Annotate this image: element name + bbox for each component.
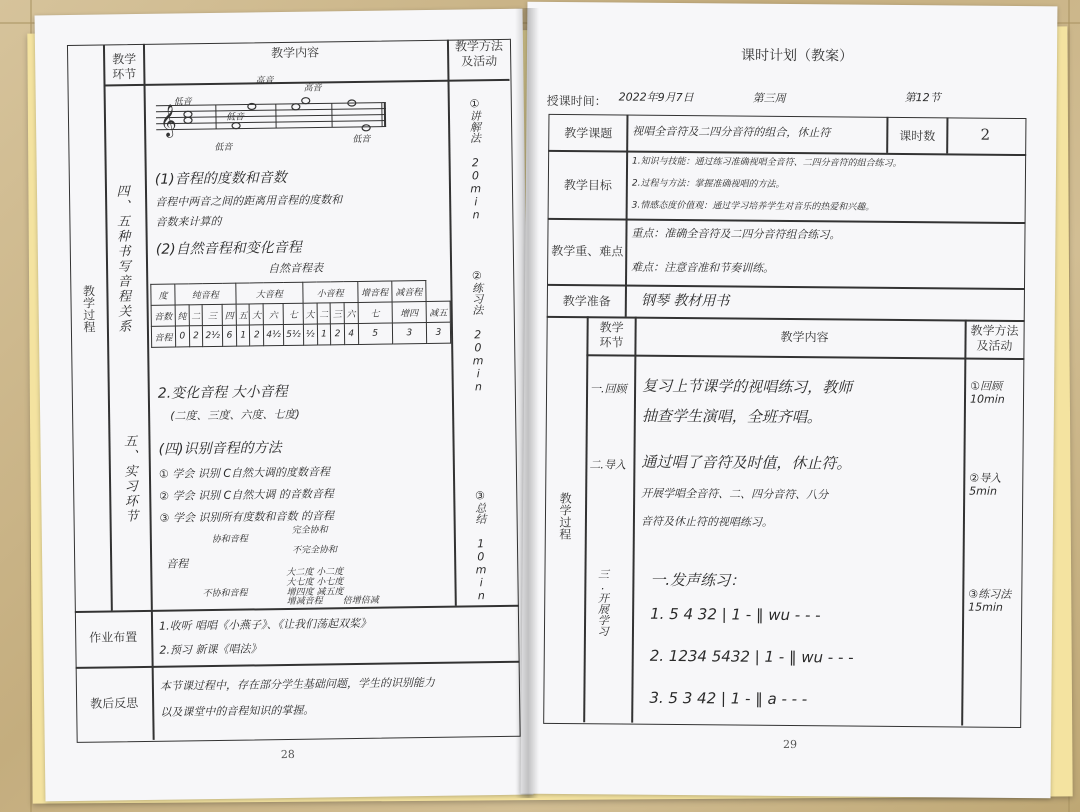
staff-label: 低音	[173, 97, 192, 108]
table-cell: 3	[392, 323, 426, 344]
interval-table	[150, 280, 451, 348]
staff-label: 高音	[303, 83, 322, 94]
difficult-point: 难点：注意音准和节奏训练。	[631, 260, 775, 275]
step-method: ②导入 5min	[969, 471, 1002, 499]
table-cell: ½	[303, 324, 317, 345]
method-header: 教学方法 及活动	[970, 323, 1019, 353]
method-note: ③总结 10min	[473, 489, 488, 603]
step-label: 四、五种书写音程关系	[113, 184, 131, 335]
key-point: 重点：准确全音符及二四分音符组合练习。	[631, 226, 841, 242]
page-title: 课时计划（教案）	[740, 47, 854, 65]
step-method: ③练习法 15min	[968, 587, 1012, 615]
goal-line: 2.过程与方法：掌握准确视唱的方法。	[631, 178, 785, 190]
staff-label: 低音	[214, 142, 233, 153]
table-row-label: 音程	[151, 326, 175, 347]
page-number: 29	[782, 737, 798, 752]
table-cell: 1	[317, 324, 331, 345]
step-method: ①回顾 10min	[969, 379, 1005, 407]
lesson-number: 第12节	[904, 90, 941, 105]
tree-leaf: 不完全协和	[291, 545, 338, 556]
content-line: (2)自然音程和变化音程	[155, 239, 302, 258]
section-header: 教学 环节	[112, 52, 137, 82]
table-header: 纯音程	[175, 283, 236, 305]
step-text: 复习上节课学的视唱练习，教师	[642, 376, 853, 397]
content-line: ② 学会 识别 C自然大调 的音数音程	[159, 487, 334, 503]
left-page	[35, 9, 534, 802]
table-cell: 七	[283, 303, 303, 324]
table-cell: 六	[263, 304, 283, 325]
table-cell: 2½	[203, 325, 223, 346]
table-cell: 三	[330, 303, 344, 324]
table-cell: 三	[202, 304, 222, 325]
reflection-line: 以及课堂中的音程知识的掌握。	[160, 703, 315, 719]
step-label: 一.回顾	[590, 382, 627, 396]
table-cell: 二	[189, 305, 203, 326]
staff-label: 低音	[352, 134, 371, 146]
table-cell: 五	[236, 304, 250, 325]
table-cell: 2	[250, 325, 264, 346]
table-cell: 七	[358, 302, 392, 323]
content-header: 教学内容	[270, 45, 320, 61]
step-text: 抽查学生演唱，全班齐唱。	[641, 406, 822, 427]
goal-line: 3.情感态度价值观：通过学习培养学生对音乐的热爱和兴趣。	[631, 200, 875, 213]
content-line: 音数来计算的	[155, 214, 222, 229]
step-label: 三.开展学习	[596, 568, 610, 637]
prep-value: 钢琴 教材用书	[640, 292, 730, 310]
step-text: 一.发声练习：	[650, 570, 746, 590]
method-note: ①讲解法 20min	[467, 97, 483, 222]
exercise-line: 3. 5 3 42 | 1 - ‖ a - - -	[649, 688, 808, 709]
process-label: 教学过程	[557, 491, 573, 541]
tree-leaf: 大二度 小二度	[286, 567, 344, 578]
tree-root: 音程	[166, 557, 189, 571]
table-cell: 5	[358, 323, 392, 344]
table-header: 减音程	[392, 281, 426, 302]
table-header: 增音程	[357, 281, 391, 302]
table-header: 小音程	[303, 281, 358, 303]
time-label: 授课时间：	[546, 93, 607, 109]
keypoints-label: 教学重、难点	[551, 243, 624, 259]
homework-line: 2.预习 新课《唱法》	[159, 642, 262, 657]
table-header: 大音程	[236, 282, 303, 304]
table-cell: 2	[189, 326, 203, 347]
table-cell: 6	[223, 325, 237, 346]
week-value: 第三周	[752, 91, 786, 105]
table-cell: 大	[250, 304, 264, 325]
tree-leaf: 完全协和	[291, 525, 328, 536]
table-cell: 4	[344, 323, 358, 344]
table-title: 自然音程表	[268, 261, 324, 276]
process-label: 教学过程	[81, 284, 96, 333]
method-note: ②练习法 20min	[470, 269, 486, 394]
reflection-line: 本节课过程中，存在部分学生基础问题，学生的识别能力	[159, 675, 435, 693]
table-cell: 大	[303, 303, 317, 324]
content-line: (1)音程的度数和音数	[154, 169, 287, 188]
page-number: 28	[280, 747, 295, 762]
table-cell: 3	[426, 322, 450, 343]
content-line: (四)识别音程的方法	[158, 440, 282, 458]
prep-label: 教学准备	[562, 294, 611, 309]
table-cell: 1	[236, 325, 250, 346]
hours-label: 课时数	[899, 128, 936, 144]
topic-label: 教学课题	[564, 126, 613, 141]
hours-value: 2	[980, 125, 991, 144]
step-label: 二.导入	[589, 458, 626, 472]
content-line: ① 学会 识别 C自然大调的度数音程	[158, 465, 331, 481]
content-line: (二度、三度、六度、七度)	[170, 407, 300, 423]
table-cell: 二	[317, 303, 331, 324]
right-page	[521, 2, 1058, 799]
table-header: 度	[151, 284, 175, 305]
exercise-line: 2. 1234 5432 | 1 - ‖ wu - - -	[649, 646, 854, 667]
table-cell: 四	[222, 304, 236, 325]
table-row-label: 音数	[151, 305, 175, 326]
svg-text:𝄞: 𝄞	[159, 103, 177, 137]
homework-line: 1.收听 唱唱《小燕子》、《让我们荡起双桨》	[158, 616, 372, 633]
staff-label: 低音	[225, 112, 245, 123]
time-value: 2022年9月7日	[618, 90, 694, 105]
reflection-label: 教后反思	[90, 696, 139, 711]
table-cell: 减五	[426, 301, 450, 322]
content-line: 2.变化音程 大小音程	[157, 383, 288, 402]
goal-line: 1.知识与技能：通过练习准确视唱全音符、二四分音符的组合练习。	[632, 156, 902, 169]
tree-leaf: 增四度 减五度	[286, 587, 344, 598]
table-cell: 六	[344, 302, 358, 323]
table-cell: 2	[331, 324, 345, 345]
step-text: 开展学唱全音符、二、四分音符、八分	[641, 486, 829, 502]
method-header: 教学方法 及活动	[454, 38, 504, 69]
content-line: ③ 学会 识别所有度数和音数 的音程	[159, 509, 335, 525]
tree-leaf: 大七度 小七度	[286, 577, 344, 588]
table-cell: 纯	[175, 305, 189, 326]
content-line: 音程中两音之间的距离用音程的度数和	[155, 193, 343, 209]
step-text: 音符及休止符的视唱练习。	[640, 514, 773, 529]
table-cell: 4½	[264, 325, 284, 346]
topic-value: 视唱全音符及二四分音符的组合，休止符	[632, 124, 831, 140]
section-header: 教学 环节	[599, 320, 624, 350]
table-cell: 5½	[283, 324, 303, 345]
step-label: 五、实习环节	[120, 434, 138, 525]
book-gutter	[515, 8, 539, 798]
exercise-line: 1. 5 4 32 | 1 - ‖ wu - - -	[650, 604, 821, 625]
tree-branch: 协和音程	[211, 534, 248, 546]
tree-leaf: 增减音程	[286, 596, 323, 607]
content-header: 教学内容	[780, 329, 829, 345]
goals-label: 教学目标	[563, 178, 612, 193]
staff-label: 高音	[255, 76, 274, 87]
table-cell: 0	[175, 326, 189, 347]
homework-label: 作业布置	[89, 630, 138, 645]
step-text: 通过唱了音符及时值，休止符。	[641, 452, 852, 473]
tree-branch: 不协和音程	[202, 588, 248, 600]
tree-leaf: 倍增倍减	[342, 595, 379, 607]
table-cell: 增四	[392, 302, 426, 323]
